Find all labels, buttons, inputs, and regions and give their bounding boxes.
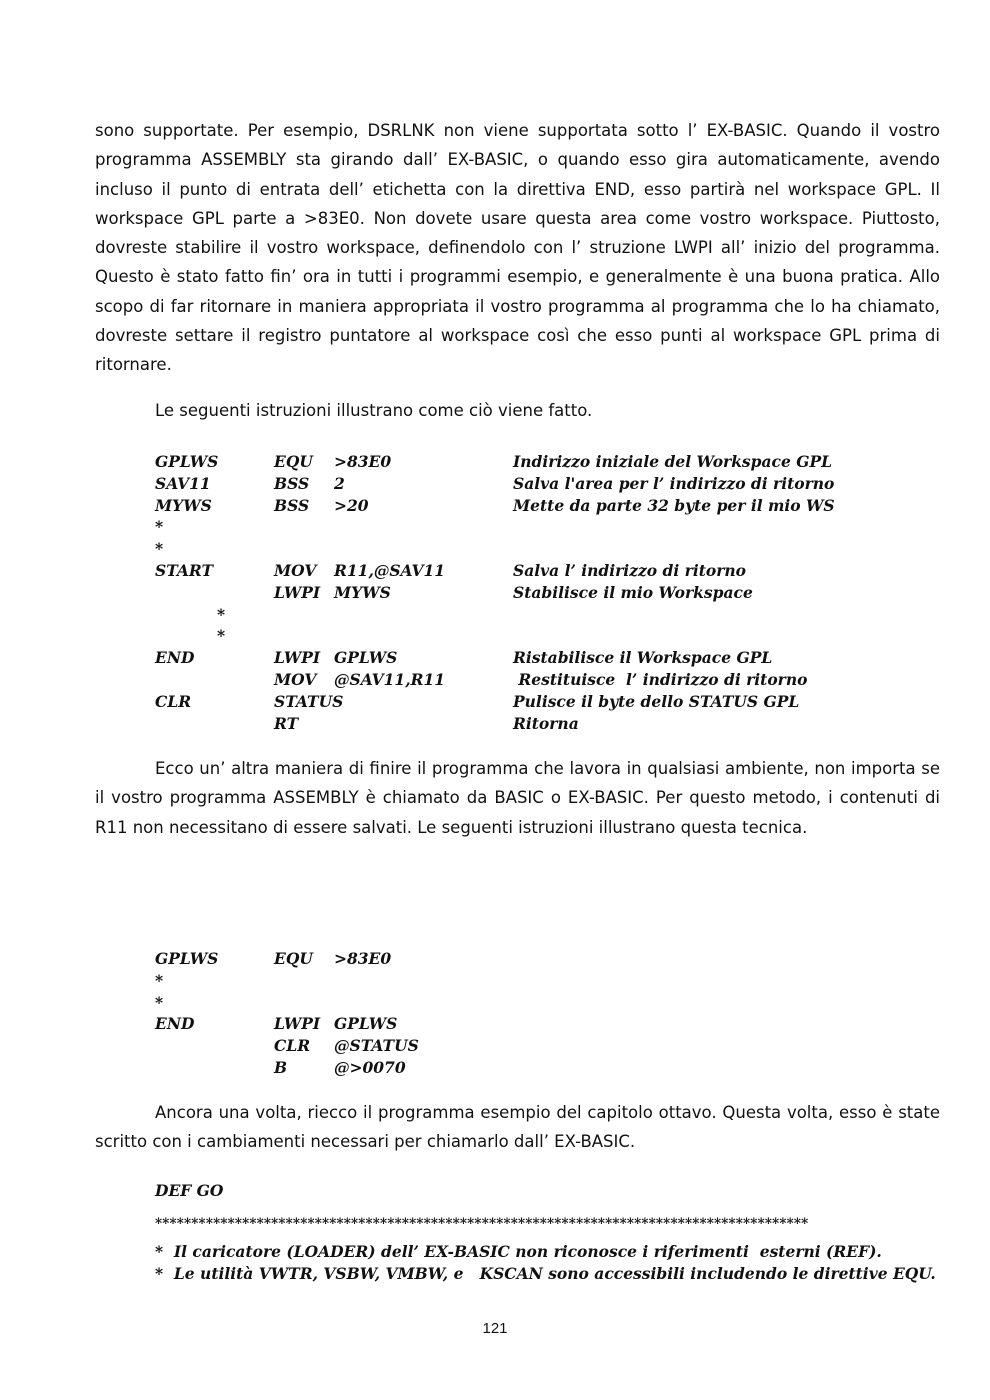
code-line xyxy=(155,713,915,735)
code-label: END xyxy=(155,648,195,668)
code-line xyxy=(155,516,915,538)
code-line xyxy=(155,948,915,970)
code-line xyxy=(155,495,915,517)
code-comment: Pulisce il byte dello STATUS GPL xyxy=(513,691,800,711)
code-comment: Indirizzo iniziale del Workspace GPL xyxy=(513,452,833,471)
code-line xyxy=(155,992,915,1014)
code-comment-marker: * xyxy=(155,517,164,537)
code-star-separator: ****************************************************************************************** xyxy=(155,1216,809,1232)
code-operand: 2 xyxy=(334,473,345,493)
code-line xyxy=(155,582,915,604)
code-line xyxy=(155,473,915,495)
code-opcode: BSS xyxy=(274,495,310,515)
code-operand: >83E0 xyxy=(334,949,392,968)
code-comment-marker: * xyxy=(217,604,226,624)
code-def-line: DEF GO xyxy=(155,1181,224,1200)
code-line xyxy=(155,538,915,560)
paragraph-intro-instructions: Le seguenti istruzioni illustrano come ciò viene fatto. xyxy=(155,401,593,420)
code-label: END xyxy=(155,1014,195,1034)
code-line xyxy=(155,1057,915,1079)
code-operand: @SAV11,R11 xyxy=(334,669,446,689)
code-label: MYWS xyxy=(155,495,212,515)
code-comment-marker: * xyxy=(155,970,164,990)
code-operand: MYWS xyxy=(334,582,391,602)
code-line xyxy=(155,691,915,713)
code-opcode: LWPI xyxy=(274,648,321,668)
code-comment-marker: * xyxy=(155,539,164,559)
code-opcode: CLR xyxy=(274,1036,311,1056)
code-opcode: MOV xyxy=(274,669,317,689)
code-label: GPLWS xyxy=(155,949,219,968)
code-line xyxy=(155,669,915,691)
code-line xyxy=(155,647,915,669)
code-block-alt-ending xyxy=(155,948,915,1079)
code-comment: Ristabilisce il Workspace GPL xyxy=(513,648,773,668)
code-comment-utilities: * Le utilità VWTR, VSBW, VMBW, e KSCAN sono accessibili includendo le direttive EQU. xyxy=(155,1264,936,1283)
code-operand: GPLWS xyxy=(334,1014,398,1034)
code-line xyxy=(155,970,915,992)
paragraph-gpl-workspace: sono supportate. Per esempio, DSRLNK non viene supportata sotto l’ EX-BASIC. Quando il vostro programma ASSEMBLY sta girando dall’ EX-BASIC, o quando esso gira automaticamente, avendo incluso il punto di entrata dell’ etichetta con la direttiva END, esso partirà nel workspace GPL. Il workspace GPL parte a >83E0. Non dovete usare questa area come vostro workspace. Piuttosto, dovreste stabilire il vostro workspace, definendolo con l’ struzione LWPI all’ inizio del programma. Questo è stato fatto fin’ ora in tutti i programmi esempio, e generalmente è una buona pratica. Allo scopo di far ritornare in maniera appropriata il vostro programma al programma che lo ha chiamato, dovreste settare il registro puntatore al workspace così che esso punti al workspace GPL prima di ritornare. xyxy=(95,121,940,375)
code-opcode: STATUS xyxy=(274,691,344,711)
code-label: GPLWS xyxy=(155,452,219,471)
code-opcode: MOV xyxy=(274,560,317,580)
paragraph-chapter-example: Ancora una volta, riecco il programma esempio del capitolo ottavo. Questa volta, esso è state scritto con i cambiamenti necessari per chiamarlo dall’ EX-BASIC. xyxy=(95,1103,940,1152)
code-operand: GPLWS xyxy=(334,648,398,668)
code-label: SAV11 xyxy=(155,473,211,493)
code-line xyxy=(155,451,915,473)
code-line xyxy=(155,1035,915,1057)
code-comment: Salva l’ indirizzo di ritorno xyxy=(513,560,746,580)
code-opcode: B xyxy=(274,1057,288,1077)
code-operand: >83E0 xyxy=(334,452,392,471)
code-operand: @STATUS xyxy=(334,1036,419,1056)
code-comment-marker: * xyxy=(217,626,226,646)
code-comment: Restituisce l’ indirizzo di ritorno xyxy=(513,669,808,689)
code-line xyxy=(155,604,915,626)
code-line xyxy=(155,1013,915,1035)
code-operand: R11,@SAV11 xyxy=(334,560,446,580)
code-opcode: EQU xyxy=(274,949,313,968)
code-line xyxy=(155,560,915,582)
code-line xyxy=(155,625,915,647)
code-comment: Salva l'area per l’ indirizzo di ritorno xyxy=(513,473,835,493)
code-operand: >20 xyxy=(334,495,369,515)
code-block-workspace-save xyxy=(155,451,915,734)
code-opcode: LWPI xyxy=(274,1014,321,1034)
code-label: CLR xyxy=(155,691,192,711)
code-opcode: RT xyxy=(274,713,299,733)
code-comment: Mette da parte 32 byte per il mio WS xyxy=(513,495,835,515)
page-number: 121 xyxy=(482,1320,508,1337)
code-comment-marker: * xyxy=(155,992,164,1012)
code-comment-loader: * Il caricatore (LOADER) dell’ EX-BASIC non riconosce i riferimenti esterni (REF). xyxy=(155,1242,882,1261)
code-label: START xyxy=(155,560,214,580)
code-opcode: EQU xyxy=(274,452,313,471)
code-comment: Stabilisce il mio Workspace xyxy=(513,582,753,602)
code-opcode: LWPI xyxy=(274,582,321,602)
code-operand: @>0070 xyxy=(334,1057,406,1077)
code-comment: Ritorna xyxy=(513,713,579,733)
paragraph-alternative-ending: Ecco un’ altra maniera di finire il programma che lavora in qualsiasi ambiente, non importa se il vostro programma ASSEMBLY è chiamato da BASIC o EX-BASIC. Per questo metodo, i contenuti di R11 non necessitano di essere salvati. Le seguenti istruzioni illustrano questa tecnica. xyxy=(95,759,940,837)
code-opcode: BSS xyxy=(274,473,310,493)
